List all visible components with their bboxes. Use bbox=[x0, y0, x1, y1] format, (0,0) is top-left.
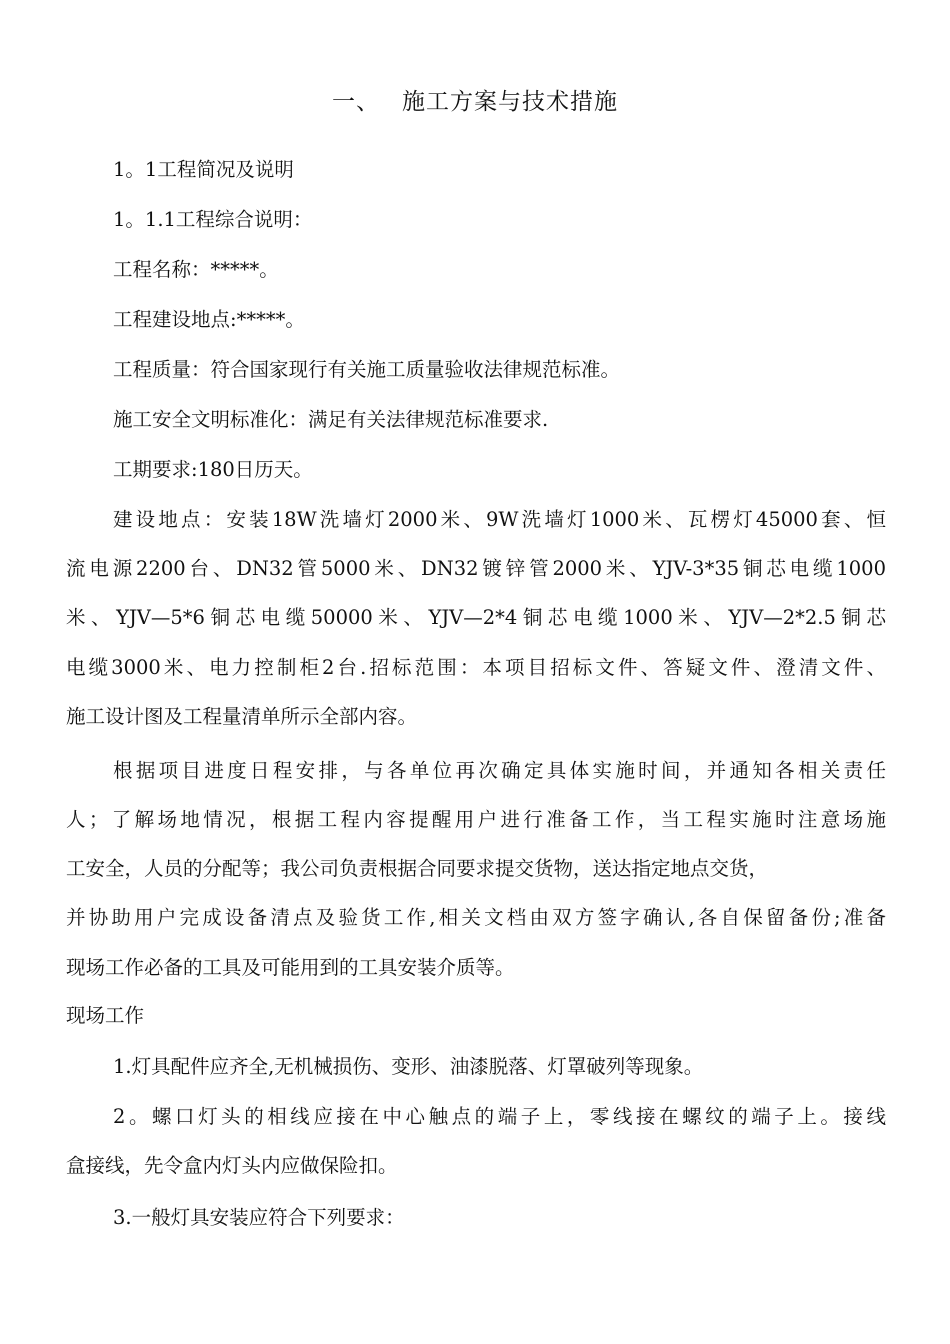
requirement-item-2-continued: 盒接线，先令盒内灯头内应做保险扣。 bbox=[66, 1154, 398, 1177]
paragraph-preparation-line: 根据项目进度日程安排，与各单位再次确定具体实施时间，并通知各相关责任 bbox=[113, 759, 886, 782]
paragraph-preparation-line: 工安全，人员的分配等；我公司负责根据合同要求提交货物，送达指定地点交货， bbox=[66, 857, 769, 880]
section-heading bbox=[0, 82, 950, 122]
project-location-line: 工程建设地点:*****。 bbox=[113, 308, 305, 331]
paragraph-scope-line: 米、YJV—5*6铜芯电缆50000米、YJV—2*4铜芯电缆1000米、YJV—2*2.5铜芯 bbox=[66, 606, 886, 629]
schedule-line: 工期要求:180日历天。 bbox=[113, 458, 313, 481]
section-heading-text: 施工方案与技术措施 bbox=[402, 89, 618, 115]
requirement-item-2: 2。螺口灯头的相线应接在中心触点的端子上，零线接在螺纹的端子上。接线 bbox=[113, 1105, 886, 1128]
subsubsection-heading: 1。1.1工程综合说明： bbox=[113, 208, 313, 231]
paragraph-scope-line: 流电源2200台、DN32管5000米、DN32镀锌管2000米、YJV-3*35铜芯电缆1000 bbox=[66, 557, 886, 580]
paragraph-preparation-line: 并协助用户完成设备清点及验货工作,相关文档由双方签字确认,各自保留备份;准备 bbox=[66, 906, 886, 929]
paragraph-scope-line: 施工设计图及工程量清单所示全部内容。 bbox=[66, 705, 418, 728]
subsection-heading: 1。1工程简况及说明 bbox=[113, 158, 294, 181]
requirement-item-1: 1.灯具配件应齐全,无机械损伤、变形、油漆脱落、灯罩破列等现象。 bbox=[113, 1055, 704, 1078]
paragraph-preparation-line: 现场工作必备的工具及可能用到的工具安装介质等。 bbox=[66, 956, 515, 979]
section-heading-number: 一、 bbox=[332, 89, 380, 115]
paragraph-scope-line: 建设地点：安装18W洗墙灯2000米、9W洗墙灯1000米、瓦楞灯45000套、恒 bbox=[113, 508, 886, 531]
safety-standard-line: 施工安全文明标准化：满足有关法律规范标准要求. bbox=[113, 408, 549, 431]
site-work-heading: 现场工作 bbox=[66, 1004, 145, 1027]
project-quality-line: 工程质量：符合国家现行有关施工质量验收法律规范标准。 bbox=[113, 358, 621, 381]
paragraph-preparation-line: 人；了解场地情况，根据工程内容提醒用户进行准备工作，当工程实施时注意场施 bbox=[66, 808, 886, 831]
project-name-line: 工程名称：*****。 bbox=[113, 258, 279, 281]
requirement-item-3: 3.一般灯具安装应符合下列要求： bbox=[113, 1206, 405, 1229]
paragraph-scope-line: 电缆3000米、电力控制柜2台.招标范围：本项目招标文件、答疑文件、澄清文件、 bbox=[66, 656, 886, 679]
